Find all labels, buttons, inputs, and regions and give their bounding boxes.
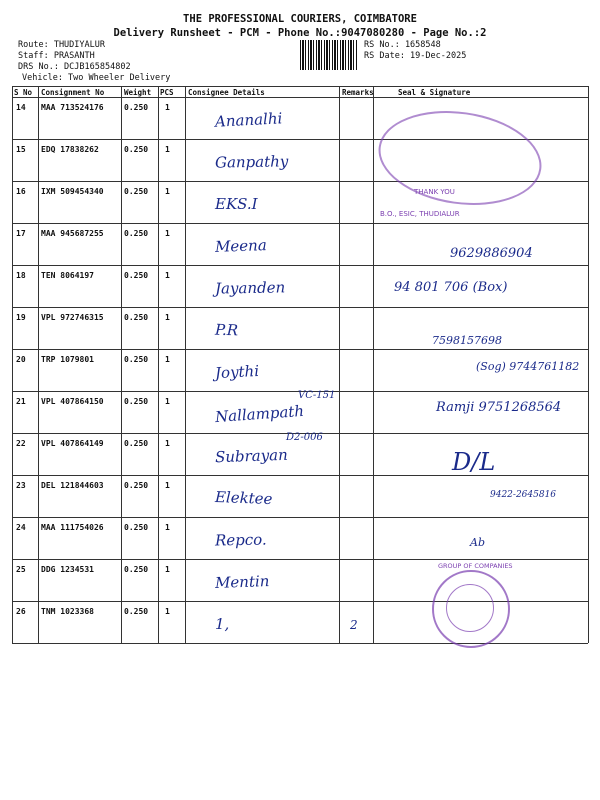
consignee-signature: Ganpathy — [214, 152, 289, 172]
consignment-number: DDG 1234531 — [41, 565, 94, 574]
company-title: THE PROFESSIONAL COURIERS, COIMBATORE — [183, 13, 417, 25]
weight-value: 0.250 — [124, 565, 149, 574]
table-column-line — [121, 86, 122, 643]
serial-number: 14 — [16, 103, 26, 112]
table-column-line — [339, 86, 340, 643]
weight-value: 0.250 — [124, 103, 149, 112]
annotation-vc151: VC-151 — [298, 390, 336, 401]
signature-row-22: D/L — [452, 448, 496, 476]
weight-value: 0.250 — [124, 481, 149, 490]
pcs-value: 1 — [165, 313, 170, 322]
col-header-weight: Weight — [124, 88, 152, 97]
serial-number: 21 — [16, 397, 26, 406]
pcs-value: 1 — [165, 607, 170, 616]
serial-number: 26 — [16, 607, 26, 616]
signature-row-21: Ramji 9751268564 — [436, 400, 562, 415]
round-stamp-inner — [446, 584, 494, 632]
weight-value: 0.250 — [124, 271, 149, 280]
runsheet-subtitle: Delivery Runsheet - PCM - Phone No.:9047080280 - Page No.:2 — [113, 27, 487, 39]
serial-number: 18 — [16, 271, 26, 280]
pcs-value: 1 — [165, 397, 170, 406]
serial-number: 19 — [16, 313, 26, 322]
pcs-value: 1 — [165, 565, 170, 574]
consignment-number: IXM 509454340 — [41, 187, 104, 196]
weight-value: 0.250 — [124, 313, 149, 322]
pcs-value: 1 — [165, 229, 170, 238]
consignee-signature: Subrayan — [214, 445, 289, 467]
consignee-signature: Joythi — [214, 361, 260, 383]
table-row-line — [12, 349, 588, 350]
vehicle-label: Vehicle: Two Wheeler Delivery — [22, 73, 171, 83]
serial-number: 25 — [16, 565, 26, 574]
table-column-line — [158, 86, 159, 643]
consignment-number: VPL 407864149 — [41, 439, 104, 448]
table-row-line — [12, 517, 588, 518]
oval-stamp — [372, 101, 547, 215]
pcs-value: 1 — [165, 523, 170, 532]
pcs-value: 1 — [165, 481, 170, 490]
table-column-line — [185, 86, 186, 643]
consignee-signature: Repco. — [214, 530, 267, 550]
consignee-signature: Elektee — [214, 488, 273, 508]
consignee-signature: 1, — [215, 615, 230, 633]
consignment-number: MAA 111754026 — [41, 523, 104, 532]
table-header-line — [12, 97, 588, 98]
consignee-signature: EKS.I — [215, 195, 258, 213]
pcs-value: 1 — [165, 145, 170, 154]
col-header-remarks: Remarks — [342, 88, 374, 97]
serial-number: 24 — [16, 523, 26, 532]
consignee-signature: Mentin — [214, 572, 270, 592]
table-row-line — [12, 223, 588, 224]
signature-row-18: 94 801 706 (Box) — [394, 280, 508, 295]
stamp-group: GROUP OF COMPANIES — [438, 562, 513, 570]
consignment-number: TRP 1079801 — [41, 355, 94, 364]
table-top-line — [12, 86, 588, 87]
weight-value: 0.250 — [124, 397, 149, 406]
col-header-consignee: Consignee Details — [188, 88, 265, 97]
signature-row-17: 9629886904 — [450, 246, 533, 261]
col-header-seal: Seal & Signature — [398, 88, 471, 97]
consignment-number: TNM 1023368 — [41, 607, 94, 616]
drs-label: DRS No.: DCJB165854802 — [18, 62, 131, 72]
consignment-number: DEL 121844603 — [41, 481, 104, 490]
serial-number: 16 — [16, 187, 26, 196]
pcs-value: 1 — [165, 439, 170, 448]
consignment-number: EDQ 17838262 — [41, 145, 99, 154]
stamp-branch: B.O., ESIC, THUDIALUR — [380, 210, 460, 218]
consignment-number: MAA 713524176 — [41, 103, 104, 112]
rs-date: RS Date: 19-Dec-2025 — [364, 51, 467, 61]
weight-value: 0.250 — [124, 607, 149, 616]
consignment-number: VPL 972746315 — [41, 313, 104, 322]
weight-value: 0.250 — [124, 523, 149, 532]
col-header-sno: S No — [14, 88, 33, 97]
pcs-value: 1 — [165, 187, 170, 196]
serial-number: 20 — [16, 355, 26, 364]
pcs-value: 1 — [165, 355, 170, 364]
table-column-line — [38, 86, 39, 643]
weight-value: 0.250 — [124, 355, 149, 364]
consignment-number: MAA 945687255 — [41, 229, 104, 238]
signature-row-19: 7598157698 — [432, 334, 502, 347]
staff-label: Staff: PRASANTH — [18, 51, 95, 61]
serial-number: 22 — [16, 439, 26, 448]
consignee-signature: Nallampath — [214, 401, 305, 427]
pcs-value: 1 — [165, 103, 170, 112]
barcode — [300, 40, 358, 70]
weight-value: 0.250 — [124, 187, 149, 196]
serial-number: 23 — [16, 481, 26, 490]
signature-row-20: (Sog) 9744761182 — [476, 360, 580, 373]
serial-number: 17 — [16, 229, 26, 238]
table-column-line — [373, 86, 374, 643]
col-header-pcs: PCS — [160, 88, 174, 97]
table-column-line — [588, 86, 589, 643]
consignment-number: VPL 407864150 — [41, 397, 104, 406]
col-header-consignment: Consignment No — [41, 88, 105, 97]
signature-row-24: Ab — [470, 536, 485, 549]
remark-mark: 2 — [350, 618, 358, 632]
table-row-line — [12, 643, 588, 644]
pcs-value: 1 — [165, 271, 170, 280]
consignee-signature: Meena — [214, 236, 268, 256]
consignee-signature: Jayanden — [214, 278, 286, 298]
consignment-number: TEN 8064197 — [41, 271, 94, 280]
weight-value: 0.250 — [124, 145, 149, 154]
consignee-signature: P.R — [214, 320, 239, 340]
stamp-thankyou: THANK YOU — [414, 188, 455, 196]
weight-value: 0.250 — [124, 229, 149, 238]
serial-number: 15 — [16, 145, 26, 154]
annotation-d2006: D2-006 — [286, 432, 323, 443]
table-column-line — [12, 86, 13, 643]
table-row-line — [12, 559, 588, 560]
table-row-line — [12, 475, 588, 476]
table-row-line — [12, 307, 588, 308]
rs-number: RS No.: 1658548 — [364, 40, 441, 50]
table-row-line — [12, 265, 588, 266]
route-label: Route: THUDIYALUR — [18, 40, 105, 50]
consignee-signature: Ananalhi — [214, 109, 283, 131]
signature-row-23: 9422-2645816 — [490, 490, 557, 500]
weight-value: 0.250 — [124, 439, 149, 448]
